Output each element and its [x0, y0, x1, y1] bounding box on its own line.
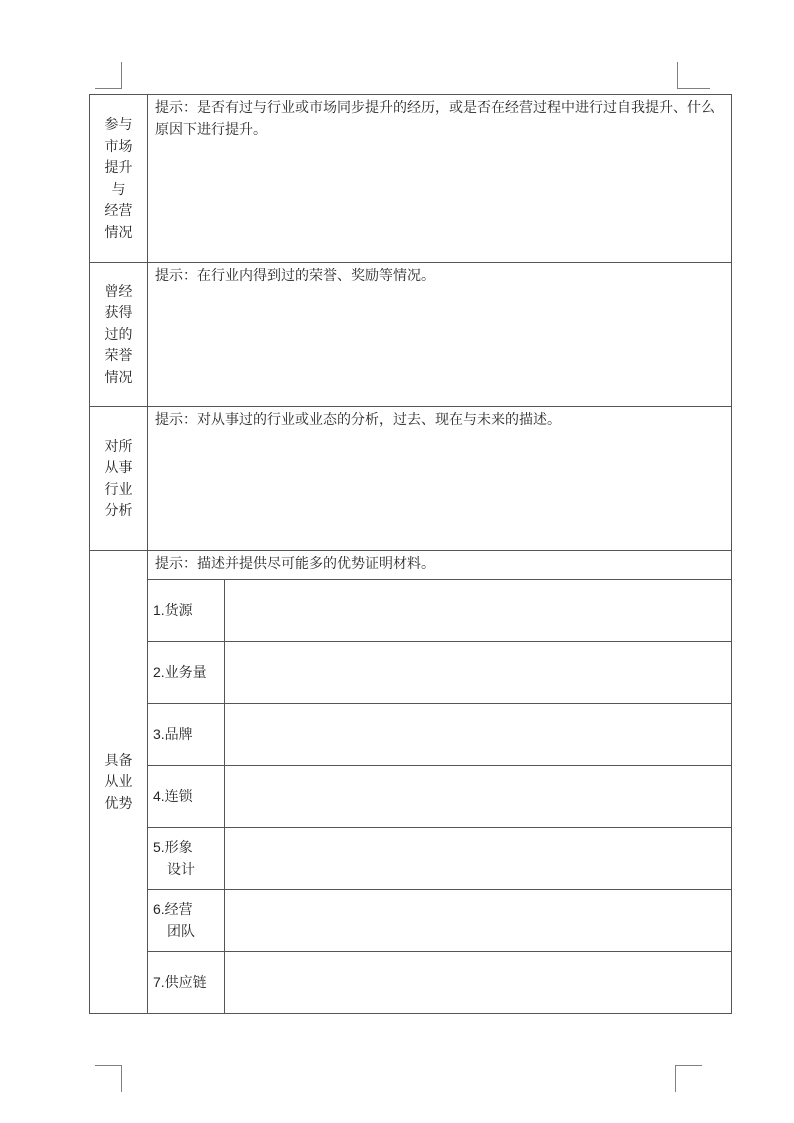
- answer-cell-market-improvement[interactable]: [148, 95, 731, 262]
- advantage-row-supply: [148, 580, 731, 642]
- label-line: 行业: [104, 480, 133, 497]
- advantage-answer-cell[interactable]: [225, 828, 731, 889]
- label-line: 情况: [104, 368, 133, 385]
- label-line: 情况: [104, 223, 133, 240]
- label-line: 经营: [104, 202, 133, 218]
- label-line: 4.连锁: [153, 787, 193, 804]
- advantage-label: [148, 704, 225, 765]
- advantage-label: [148, 642, 225, 703]
- crop-mark-bottom-left: [95, 1065, 122, 1092]
- label-line: 参与: [104, 116, 133, 132]
- advantage-answer-cell[interactable]: [225, 642, 731, 703]
- advantage-label: [148, 952, 225, 1013]
- answer-space[interactable]: [148, 140, 731, 262]
- label-line: 荣誉: [104, 347, 133, 364]
- section-industry-analysis: [90, 407, 731, 551]
- label-line: 过的: [104, 325, 133, 342]
- label-line: 1.货源: [153, 601, 193, 618]
- hint-text: 提示：是否有过与行业或市场同步提升的经历，或是否在经营过程中进行过自我提升、什么原因下进行提升。: [155, 99, 715, 137]
- advantage-row-team: [148, 890, 731, 952]
- advantage-row-image-design: [148, 828, 731, 890]
- advantage-label: [148, 828, 225, 889]
- label-line: 提升: [104, 159, 133, 175]
- advantage-label: [148, 580, 225, 641]
- label-line: 从业: [104, 773, 133, 790]
- hint-text: 提示：描述并提供尽可能多的优势证明材料。: [148, 551, 731, 580]
- section-market-improvement: [90, 95, 731, 263]
- label-line: 5.形象: [153, 839, 193, 855]
- advantage-answer-cell[interactable]: [225, 704, 731, 765]
- advantage-label: [148, 890, 225, 951]
- advantage-row-chain: [148, 766, 731, 828]
- answer-space[interactable]: [148, 431, 731, 551]
- section-label-honors: [90, 263, 148, 406]
- crop-mark-top-left: [95, 62, 122, 89]
- advantage-row-volume: [148, 642, 731, 704]
- section-label-market-improvement: [90, 95, 148, 262]
- label-line: 对所: [104, 437, 133, 454]
- section-label-advantages: [90, 551, 148, 1013]
- form-table: [89, 94, 732, 1014]
- label-line: 市场: [104, 137, 133, 154]
- hint-text: 提示：对从事过的行业或业态的分析，过去、现在与未来的描述。: [155, 411, 561, 427]
- section-honors: [90, 263, 731, 407]
- label-line: 优势: [104, 794, 133, 811]
- hint-text: 提示：在行业内得到过的荣誉、奖励等情况。: [155, 267, 435, 283]
- advantage-answer-cell[interactable]: [225, 766, 731, 827]
- advantage-row-supply-chain: [148, 952, 731, 1013]
- answer-cell-industry-analysis[interactable]: [148, 407, 731, 550]
- label-line: 分析: [104, 502, 133, 518]
- label-line: 团队: [167, 922, 195, 939]
- section-advantages: [90, 551, 731, 1013]
- label-line: 获得: [104, 304, 133, 321]
- advantage-answer-cell[interactable]: [225, 890, 731, 951]
- advantage-row-brand: [148, 704, 731, 766]
- label-line: 曾经: [104, 282, 133, 299]
- label-line: 6.经营: [153, 901, 193, 917]
- label-line: 具备: [104, 751, 133, 768]
- crop-mark-bottom-right: [675, 1065, 702, 1092]
- label-line: 从事: [104, 459, 133, 475]
- section-label-industry-analysis: [90, 407, 148, 550]
- advantages-body: [148, 551, 731, 1013]
- label-line: 7.供应链: [153, 973, 207, 990]
- label-line: 设计: [167, 860, 195, 877]
- advantage-answer-cell[interactable]: [225, 952, 731, 1013]
- crop-mark-top-right: [677, 62, 710, 89]
- label-line: 2.业务量: [153, 663, 207, 680]
- label-line: 3.品牌: [153, 725, 193, 742]
- label-line: 与: [111, 180, 126, 197]
- answer-space[interactable]: [148, 287, 731, 407]
- advantage-answer-cell[interactable]: [225, 580, 731, 641]
- answer-cell-honors[interactable]: [148, 263, 731, 406]
- advantage-label: [148, 766, 225, 827]
